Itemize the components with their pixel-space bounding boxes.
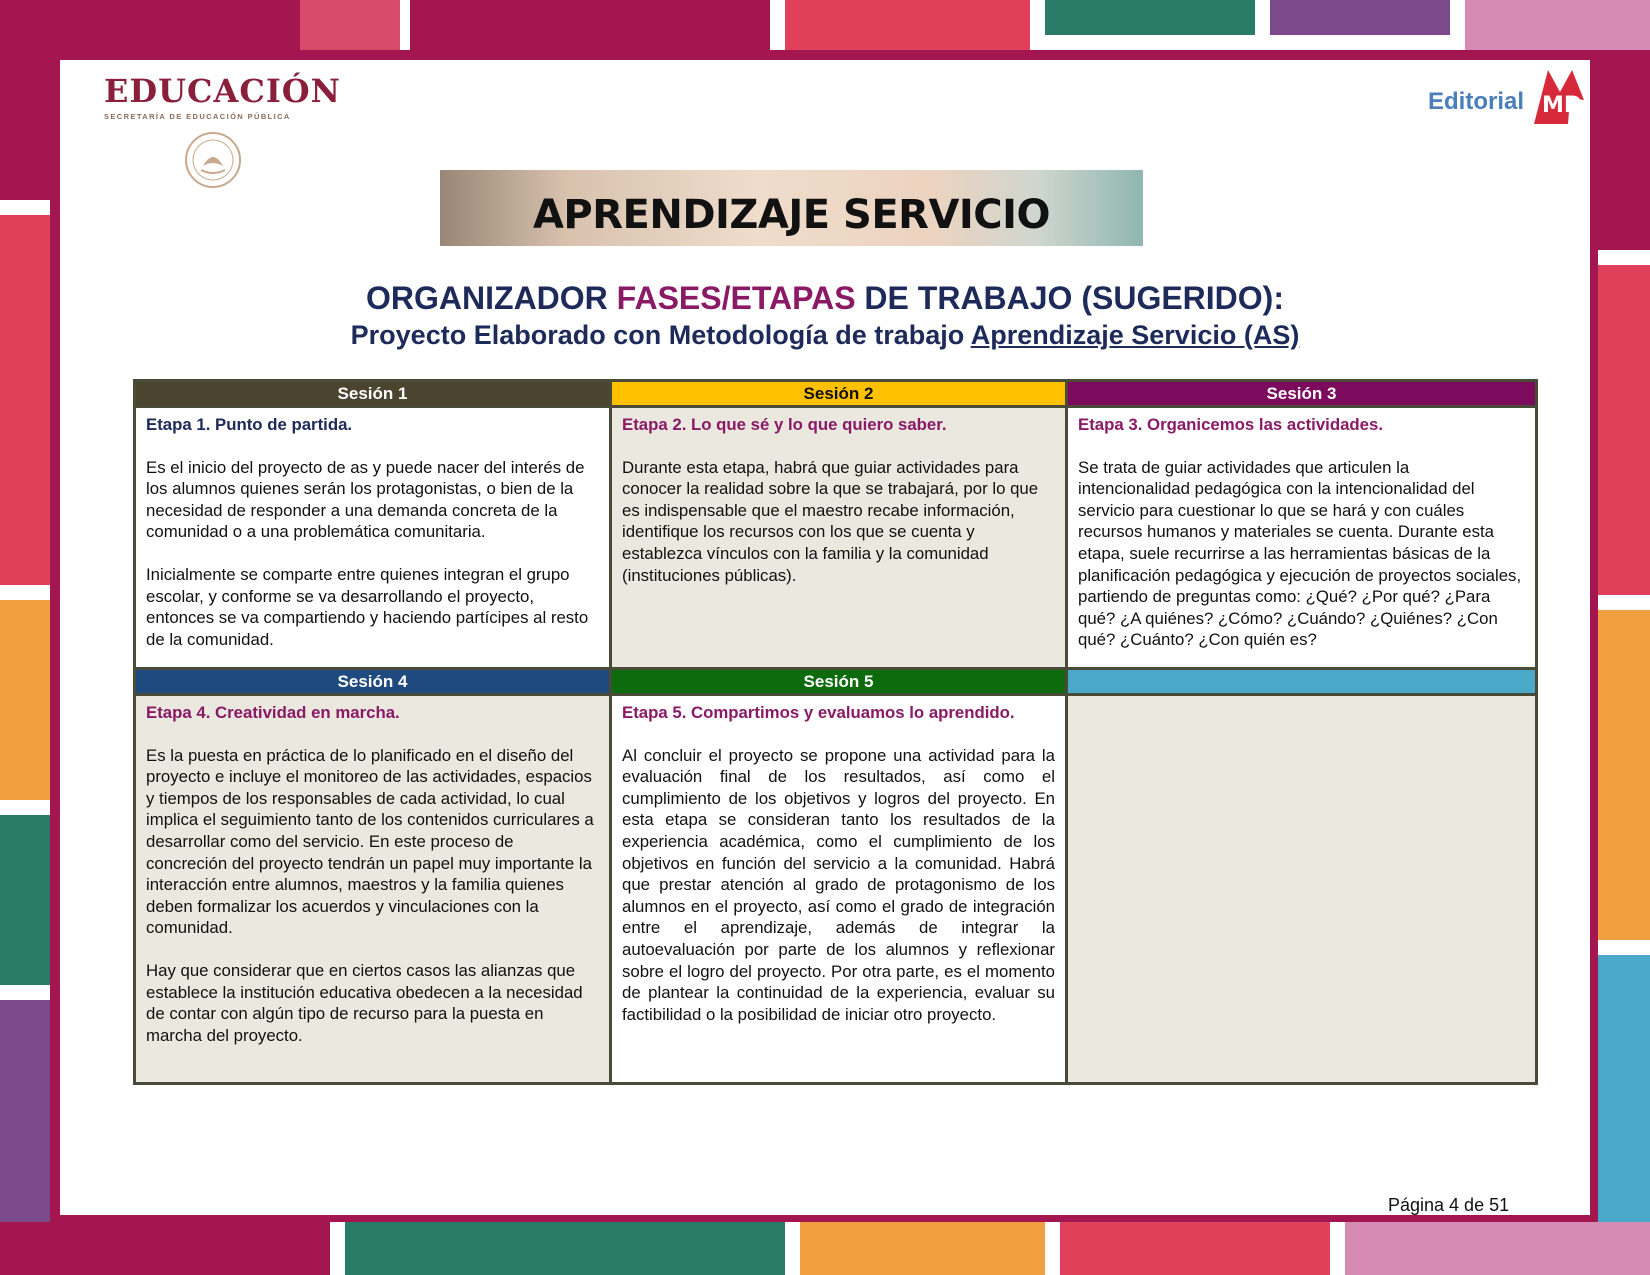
page-subtitle — [60, 320, 1590, 351]
etapa-2-title: Etapa 2. Lo que sé y lo que quiero saber. — [622, 415, 947, 434]
sep-logo-subtitle: SECRETARÍA DE EDUCACIÓN PÚBLICA — [104, 112, 291, 121]
etapa-4-paragraph: Es la puesta en práctica de lo planificado en el diseño del proyecto e incluye el monitoreo de las actividades, espacios y tiempos de los responsables de cada actividad, lo cual implica el seguimiento tanto de los contenidos curriculares a desarrollar como del servicio. En este proceso de concreción del proyecto tendrán un papel muy importante la interacción entre alumnos, maestros y la familia quienes deben formalizar los acuerdos y vinculaciones con la comunidad. — [146, 745, 594, 938]
session-3-header: Sesión 3 — [1068, 382, 1535, 405]
empty-cell — [1068, 696, 1535, 1082]
page-number: Página 4 de 51 — [1388, 1195, 1510, 1215]
national-seal-icon — [183, 130, 243, 190]
etapa-5-paragraph: Al concluir el proyecto se propone una actividad para la evaluación final de los resultados, así como el cumplimiento de los objetivos y logros del proyecto. En esta etapa se consideran tanto los resultados de la experiencia académica, como el cumplimiento de los objetivos en función del servicio a la comunidad. Habrá que prestar atención al grado de protagonismo de los alumnos en el proyecto, así como el grado de integración entre el aprendizaje, además de integrar la autoevaluación por parte de los alumnos y reflexionar sobre el logro del proyecto. Por otra parte, es el momento de plantear la continuidad de la experiencia, evaluar su factibilidad o la posibilidad de iniciar otro proyecto. — [622, 745, 1055, 1024]
etapa-3-paragraph: Se trata de guiar actividades que articulen la intencionalidad pedagógica con la intencionalidad del servicio para cuestionar lo que se hará y con cuáles recursos humanos y materiales se cuenta. Durante esta etapa, suele recurrirse a las herramientas básicas de la planificación pedagógica y ejecución de proyectos sociales, partiendo de preguntas como: ¿Qué? ¿Por qué? ¿Para qué? ¿A quiénes? ¿Cómo? ¿Cuándo? ¿Quiénes? ¿Con qué? ¿Cuánto? ¿Con quién es? — [1078, 457, 1522, 650]
session-4-header: Sesión 4 — [136, 670, 609, 693]
title-fases: FASES/ETAPAS — [616, 280, 856, 316]
svg-text:MD: MD — [1542, 93, 1583, 118]
session-2-header: Sesión 2 — [612, 382, 1065, 405]
session-5-header: Sesión 5 — [612, 670, 1065, 693]
session-2-cell — [612, 408, 1065, 667]
etapa-1-paragraph: Es el inicio del proyecto de as y puede nacer del interés de los alumnos quienes serán los protagonistas, o bien de la necesidad de responder a una demanda concreta de la comunidad o a una problemática comunitaria. — [146, 457, 585, 542]
subtitle-text: Proyecto Elaborado con Metodología de trabajo — [350, 320, 965, 350]
etapa-2-paragraph: Durante esta etapa, habrá que guiar actividades para conocer la realidad sobre la que se trabajará, por lo que es indispensable que el maestro recabe información, identifique los recursos con los que se cuenta y establezca vínculos con la familia y la comunidad (instituciones públicas). — [622, 457, 1039, 585]
session-6-header-empty — [1068, 670, 1535, 693]
title-trabajo: DE TRABAJO (SUGERIDO): — [864, 280, 1284, 316]
session-4-cell — [136, 696, 609, 1082]
editorial-md-logo-icon — [1530, 66, 1586, 126]
banner-image — [440, 170, 1143, 246]
subtitle-link[interactable]: Aprendizaje Servicio (AS) — [970, 320, 1300, 350]
etapa-1-paragraph: Inicialmente se comparte entre quienes integran el grupo escolar, y conforme se va desarrollando el proyecto, entonces se va compartiendo y haciendo partícipes al resto de la comunidad. — [146, 564, 589, 649]
session-1-cell — [136, 408, 609, 667]
etapa-4-paragraph: Hay que considerar que en ciertos casos las alianzas que establece la institución educativa obedecen a la necesidad de contar con algún tipo de recurso para la puesta en marcha del proyecto. — [146, 960, 583, 1045]
title-organizador: ORGANIZADOR — [366, 280, 608, 316]
etapa-3-title: Etapa 3. Organicemos las actividades. — [1078, 415, 1383, 434]
etapa-4-title: Etapa 4. Creatividad en marcha. — [146, 703, 400, 722]
banner-title: APRENDIZAJE SERVICIO — [532, 192, 1051, 238]
page-title — [60, 280, 1590, 317]
etapa-1-title: Etapa 1. Punto de partida. — [146, 415, 353, 434]
session-3-cell — [1068, 408, 1535, 667]
editorial-logo-text: Editorial — [1428, 88, 1525, 115]
session-1-header: Sesión 1 — [136, 382, 609, 405]
sep-logo-text: EDUCACIÓN — [104, 72, 341, 110]
phases-table — [133, 379, 1538, 1085]
sep-logo — [104, 72, 341, 121]
session-5-cell — [612, 696, 1065, 1082]
etapa-5-title: Etapa 5. Compartimos y evaluamos lo aprendido. — [622, 703, 1015, 722]
